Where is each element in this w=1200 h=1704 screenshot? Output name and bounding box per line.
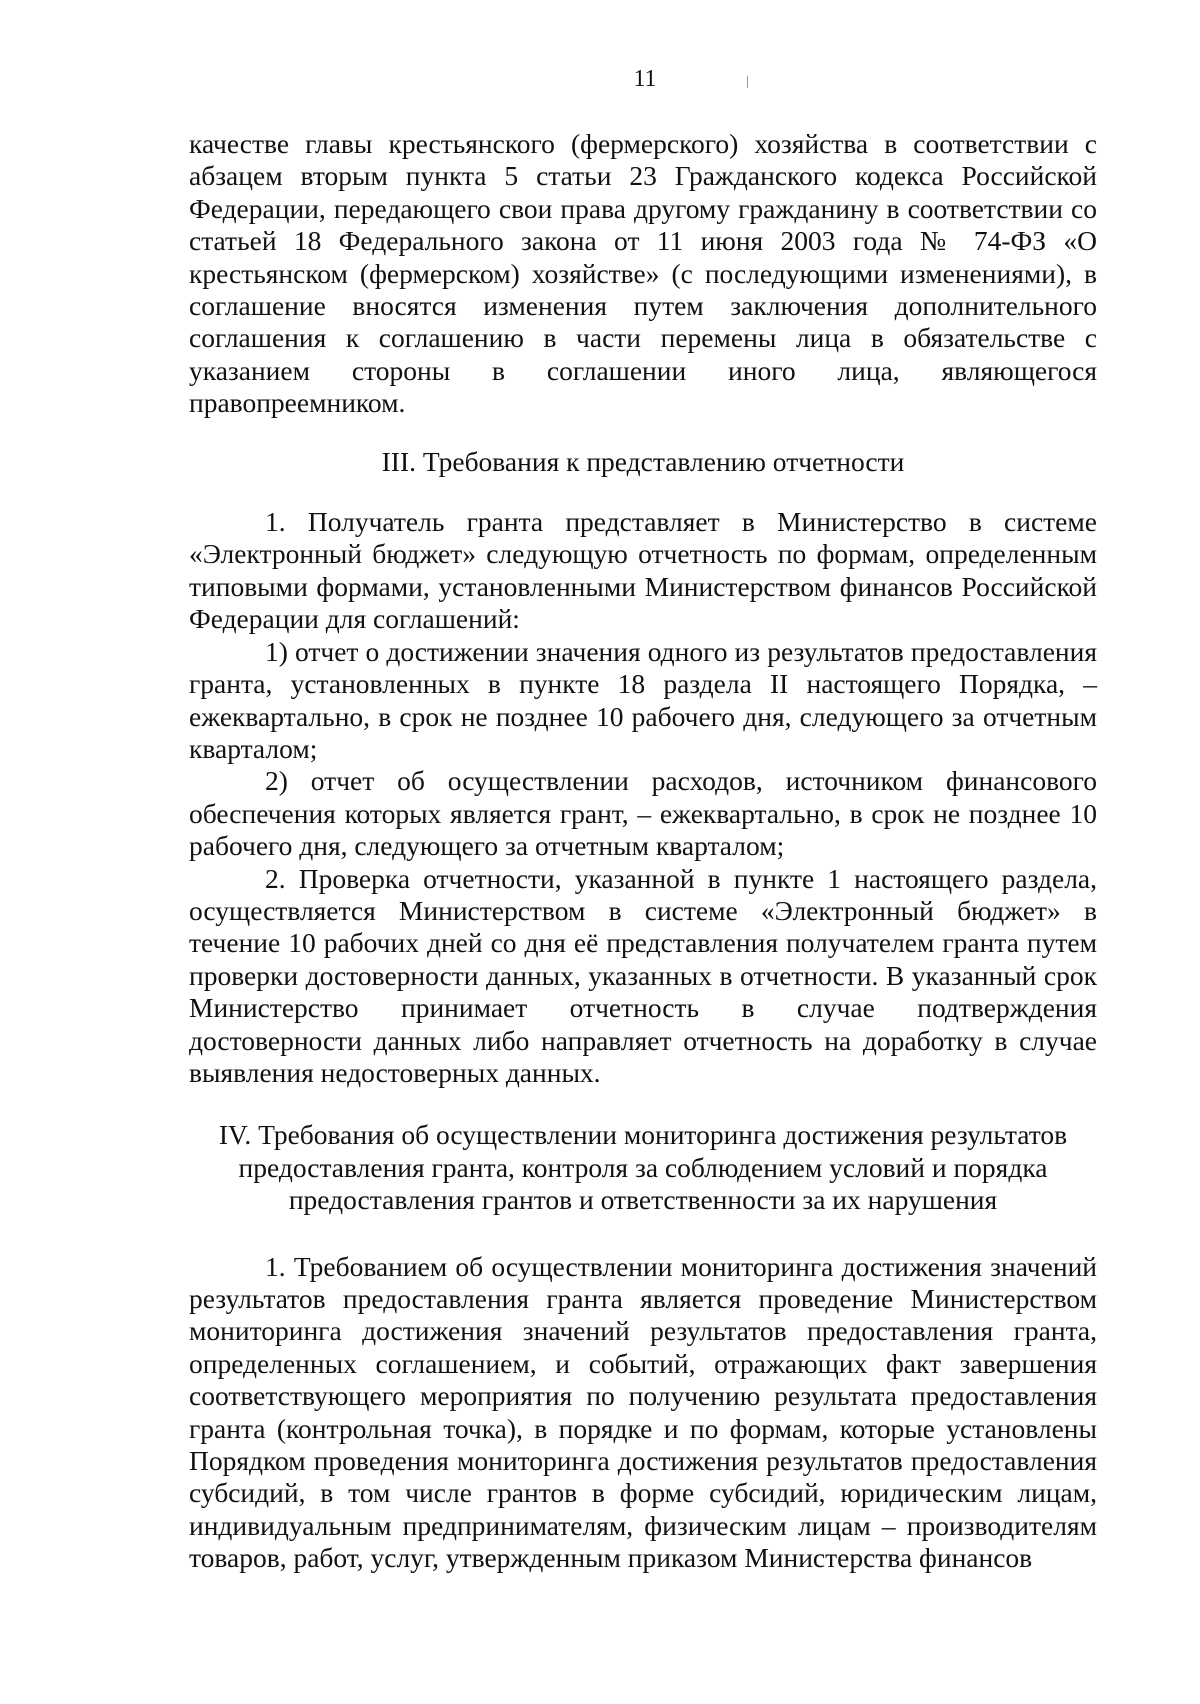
- intro-paragraph: качестве главы крестьянского (фермерского) хозяйства в соответствии с абзацем вторым пункта 5 статьи 23 Гражданского кодекса Российской Федерации, передающего свои права другому гражданину в соответствии со статьей 18 Федерального закона от 11 июня 2003 года № 74-ФЗ «О крестьянском (фермерском) хозяйстве» (с последующими изменениями), в соглашение вносятся изменения путем заключения дополнительного соглашения к соглашению в части перемены лица в обязательстве с указанием стороны в соглашении иного лица, являющегося правопреемником.: [189, 128, 1097, 419]
- document-body: [189, 128, 1097, 1575]
- section-3-paragraph-2: 2. Проверка отчетности, указанной в пункте 1 настоящего раздела, осуществляется Министерством в системе «Электронный бюджет» в течение 10 рабочих дней со дня её представления получателем гранта путем проверки достоверности данных, указанных в отчетности. В указанный срок Министерство принимает отчетность в случае подтверждения достоверности данных либо направляет отчетность на доработку в случае выявления недостоверных данных.: [189, 862, 1097, 1088]
- section-4-heading: IV. Требования об осуществлении мониторинга достижения результатов предоставления гранта, контроля за соблюдением условий и порядка предоставления грантов и ответственности за их нарушения: [218, 1119, 1068, 1216]
- section-3-item-2: 2) отчет об осуществлении расходов, источником финансового обеспечения которых является грант, – ежеквартально, в срок не позднее 10 рабочего дня, следующего за отчетным кварталом;: [189, 765, 1097, 862]
- section-3-heading: III. Требования к представлению отчетности: [381, 445, 905, 477]
- scan-mark: [747, 76, 748, 88]
- section-3-item-1: 1) отчет о достижении значения одного из результатов предоставления гранта, установленных в пункте 18 раздела II настоящего Порядка, – ежеквартально, в срок не позднее 10 рабочего дня, следующего за отчетным кварталом;: [189, 635, 1097, 764]
- section-4-paragraph-1: 1. Требованием об осуществлении мониторинга достижения значений результатов предоставления гранта является проведение Министерством мониторинга достижения значений результатов предоставления гранта, определенных соглашением, и событий, отражающих факт завершения соответствующего мероприятия по получению результата предоставления гранта (контрольная точка), в порядке и по формам, которые установлены Порядком проведения мониторинга достижения результатов предоставления субсидий, в том числе грантов в форме субсидий, юридическим лицам, индивидуальным предпринимателям, физическим лицам – производителям товаров, работ, услуг, утвержденным приказом Министерства финансов: [189, 1250, 1097, 1574]
- section-3-paragraph-1: 1. Получатель гранта представляет в Министерство в системе «Электронный бюджет» следующую отчетность по формам, определенным типовыми формами, установленными Министерством финансов Российской Федерации для соглашений:: [189, 506, 1097, 635]
- page-number: 11: [633, 66, 657, 92]
